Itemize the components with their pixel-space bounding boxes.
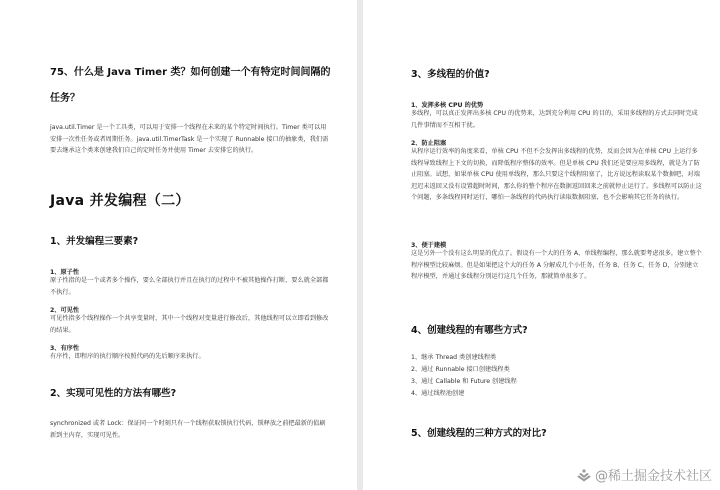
s1-item-2-text: 可见性指多个线程操作一个共享变量时，其中一个线程对变量进行修改后，其他线程可以立即看到修改的结果。: [50, 315, 329, 334]
s1-item-3-text: 有序性，即程序的执行顺序按照代码的先后顺序来执行。: [50, 353, 205, 360]
s1-item-3-subtitle: 3、有序性: [50, 345, 80, 352]
section-5-title: 5、创建线程的三种方式的对比?: [411, 428, 547, 439]
section-2-title: 2、实现可见性的方法有哪些?: [50, 388, 177, 399]
q75-paragraph: java.util.Timer 是一个工具类，可以用于安排一个线程在未来的某个特定时间执行。Timer 类可以用安排一次性任务或者周期任务。java.util.TimerTask 是一个实现了 Runnable 接口的抽象类，我们需要去继承这个类来创建我们自己的定时任务并使用 Timer 去安排它的执行。: [50, 124, 329, 154]
s4-list-item: 1、继承 Thread 类创建线程类: [411, 354, 497, 361]
s4-list-item: 3、通过 Callable 和 Future 创建线程: [411, 378, 517, 385]
s1-item-1-text: 原子性指的是一个或者多个操作，要么全部执行并且在执行的过程中不被其他操作打断，要么就全部都不执行。: [50, 277, 329, 296]
q75-title-line1: 75、什么是 Java Timer 类？如何创建一个有特定时间间隔的: [50, 67, 331, 78]
s3-item-2-subtitle: 2、防止阻塞: [411, 140, 447, 147]
right-page: [363, 0, 720, 490]
watermark: [577, 465, 712, 484]
s4-list-item: 2、通过 Runnable 接口创建线程类: [411, 366, 510, 373]
left-page: [0, 0, 357, 490]
s3-item-1-subtitle: 1、发挥多核 CPU 的优势: [411, 102, 484, 109]
s3-item-1-text: 多线程，可以真正发挥出多核 CPU 的优势来，达到充分利用 CPU 的目的，采用多线程的方式去同时完成几件事情而不互相干扰。: [411, 110, 698, 129]
watermark-text: @稀土掘金技术社区: [594, 469, 712, 484]
s3-item-3-subtitle: 3、便于建模: [411, 242, 447, 249]
s3-item-3-text: 这是另外一个没有这么明显的优点了。假设有一个大的任务 A，单线程编程，那么就要考虑很多，建立整个程序模型比较麻烦。但是如果把这个大的任务 A 分解成几个小任务，任务 B、任务 C、任务 D，分别建立程序模型，并通过多线程分别运行这几个任务，那就简单很多了。: [411, 250, 702, 280]
juejin-logo-icon: [577, 468, 591, 482]
chapter-title: Java 并发编程（二）: [50, 193, 190, 209]
s1-item-2-subtitle: 2、可见性: [50, 307, 80, 314]
s2-paragraph: synchronized 或者 Lock：保证同一个时刻只有一个线程获取锁执行代码，锁释放之前把最新的值刷新到主内存，实现可见性。: [50, 420, 326, 439]
s1-item-1-subtitle: 1、原子性: [50, 269, 80, 276]
section-3-title: 3、多线程的价值?: [411, 69, 490, 80]
s4-list-item: 4、通过线程池创建: [411, 390, 465, 397]
section-1-title: 1、并发编程三要素?: [50, 236, 139, 247]
section-4-title: 4、创建线程的有哪些方式?: [411, 325, 528, 336]
q75-title-line2: 任务？: [50, 93, 80, 104]
s3-item-2-text: 从程序运行效率的角度来看，单核 CPU 不但不会发挥出多线程的优势，反而会因为在单核 CPU 上运行多线程导致线程上下文的切换，而降低程序整体的效率。但是单核 CPU 我们还是要应用多线程，就是为了防止阻塞。试想，如果单核 CPU 使用单线程，那么只要这个线程阻塞了，比方说远程读取某个数据吧，对端迟迟未返回又没有设置超时时间，那么你的整个程序在数据返回回来之前就停止运行了。多线程可以防止这个问题，多条线程同时运行，哪怕一条线程的代码执行读取数据阻塞，也不会影响其它任务的执行。: [411, 148, 702, 201]
